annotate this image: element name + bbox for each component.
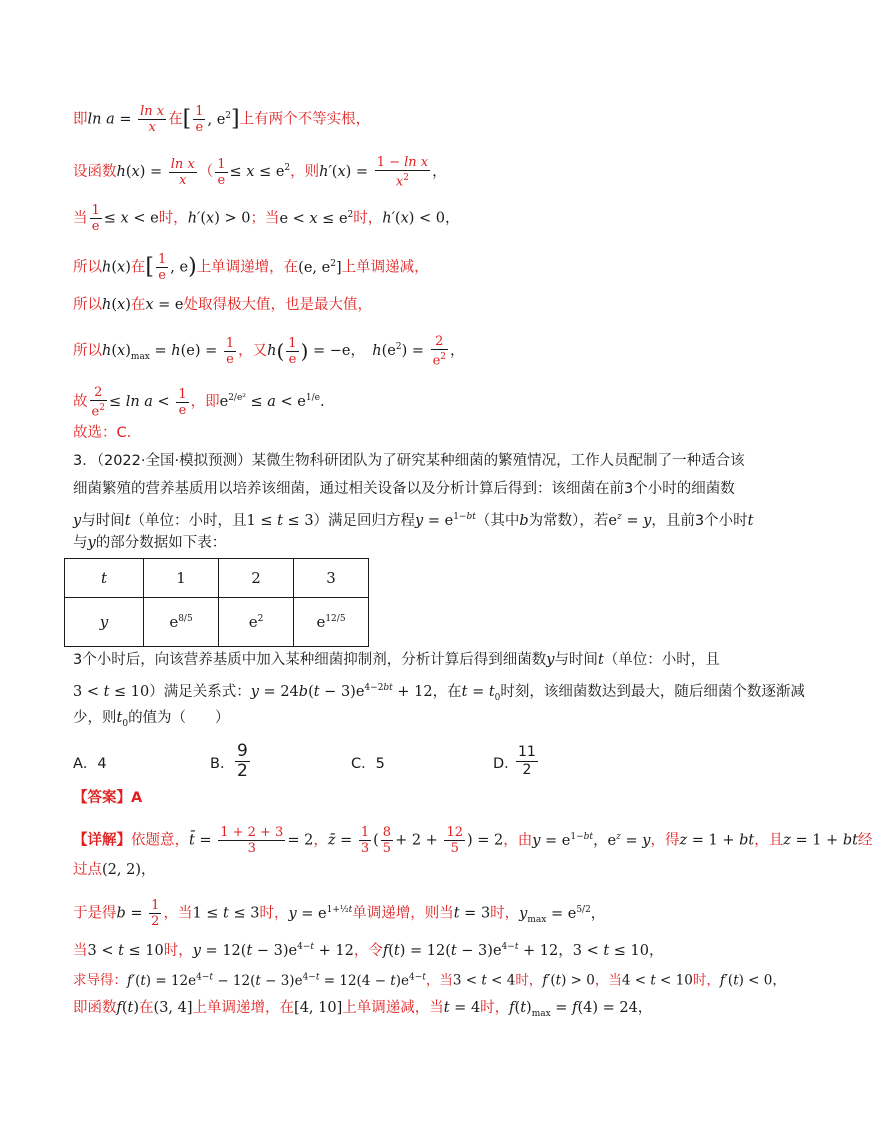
option-d[interactable]: D． [493,756,519,772]
table-cell: $e^2$ [219,598,294,647]
solution-line-8 [73,423,760,443]
detail-tag: 【详解】 [73,832,131,849]
text: ，且 [754,832,784,849]
table-header-cell: 1 [144,559,219,598]
text: ，由 [503,832,533,849]
option-b-value: $\frac{9}{2}$ [237,741,248,781]
text: ，当 [163,905,193,922]
text: ；当 [250,210,280,227]
text: 在 [139,1000,154,1016]
text: 在 [130,259,146,276]
text: 时， [259,905,289,922]
text: 上有两个不等实根， [239,111,371,128]
text: 时， [480,1000,510,1016]
text: （其中 [475,512,520,529]
text: ）满足关系式： [149,683,251,700]
text: 时刻，该细菌数达到最大，随后细菌个数逐渐减 [500,683,805,700]
text: 与时间 [554,652,598,668]
text: 时， [490,905,520,922]
solution-line-1: 即ln a = $\frac{\text{ln x}}{x}$ 在[ $\frac{1}{e}$ , $e^2$]上有两个不等实根， [73,104,371,135]
text: 即 [73,111,88,128]
text: 的部分数据如下表： [95,535,227,551]
text: 所以 [73,343,102,360]
text: （单位：小时，且 [130,512,247,529]
text: 在 [168,111,183,128]
text: 故 [73,394,88,411]
table-header-cell: t [65,559,144,598]
solution-line-3: 当 $\frac{1}{e}$ ≤ x < e时，h′(x) > 0；当$e < x \le e^2$时，h′(x) < 0， [73,203,460,234]
text: 单调递增，则当 [352,905,454,922]
option-b[interactable]: B． [210,756,235,772]
detail-line-4: 当3 < t ≤ 10时，$y = 12(t - 3)e^{4-t} + 12$，令$f(t) = 12(t - 3)e^{4-t} + 12$，3 < t ≤ 10， [73,942,664,959]
question-line-2 [73,479,760,499]
text: 所以 [73,297,102,313]
text: 与 [73,535,88,551]
text: 依题意， [131,832,189,849]
detail-line-1: 【详解】依题意，t̄ = $\frac{1 + 2 + 3}{3}$ = 2，z̄ = $\frac{1}{3}$ ( $\frac{8}{5}$ + 2 + $\frac{12}{5}$ ) = 2，由$y = e^{1-bt}$，$e^z = y$，得z = 1 + bt，且z = 1 + bt经 [73,825,872,856]
text: 上单调递增，在 [192,1000,295,1016]
question-line-5: 3个小时后，向该营养基质中加入某种细菌抑制剂，分析计算后得到细菌数y与时间t（单位：小时，且 [73,652,720,668]
answer-tag: 【答案】 [73,790,131,806]
text: 处取得极大值，也是最大值， [183,297,373,313]
text: 上单调递减， [341,259,429,276]
text: 求导得： [73,972,127,989]
text: 时， [692,972,720,989]
text: ，又 [238,343,268,360]
text: 即函数 [73,1000,117,1016]
text: ，得 [650,832,680,849]
text: 在 [130,297,146,313]
text: 时， [158,210,188,227]
detail-line-5: 求导得：$f'(t) = 12e^{4-t} - 12(t - 3)e^{4-t} = 12(4 - t)e^{4-t}$，当3 < t < 4时，f′(t) > 0，当4 < t < 10时，f′(t) < 0， [73,972,786,989]
text: ，当 [594,972,622,989]
option-c[interactable]: C．5 [351,756,385,772]
text: ，当 [425,972,453,989]
question-number: 3． [73,453,97,469]
text: 为常数），若 [528,512,609,529]
text: ，在 [432,683,462,700]
answer-value: A [131,790,143,806]
text: （单位：小时，且 [603,652,720,668]
text: 少，则 [73,710,117,726]
solution-line-4: 所以h(x)在[ $\frac{1}{e}$ , e)上单调递增，在(e, $e^2$]上单调递减， [73,252,429,283]
text: ，且前3个小时 [651,512,748,529]
table-header-cell: 2 [219,559,294,598]
text: ，则 [290,164,320,181]
text: ）满足回归方程 [313,512,416,529]
question-line-7: 少，则$t_0$的值为（ ） [73,710,230,729]
text: 经 [857,832,872,849]
text: 时， [353,210,383,227]
table-cell: $e^{12/5}$ [294,598,369,647]
options-row [73,741,760,786]
detail-line-2: 过点(2, 2)， [73,862,156,878]
text: 时， [163,942,193,959]
text: 的值为（ ） [128,710,230,726]
detail-line-6: 即函数f(t)在(3, 4]上单调递增，在[4, 10]上单调递减，当t = 4时，$f(t)_{max} = f(4) = 24$， [73,1000,653,1019]
solution-line-5: 所以h(x)在x = e处取得极大值，也是最大值， [73,297,373,313]
text: 于是得 [73,905,117,922]
text: 所以 [73,259,102,276]
solution-line-2: 设函数h(x) = $\frac{\text{ln x}}{x}$ （ $\frac{1}{e}$ ≤ $x \le e^2$，则h′(x) = $\frac{\text{1 − ln x}}{x^2}$ ， [73,155,447,190]
option-a[interactable]: A．4 [73,756,107,772]
answer-line [73,788,760,808]
question-source: （2022·全国·模拟预测） [96,453,252,469]
text: 过点 [73,862,102,878]
text: 细菌繁殖的营养基质用以培养该细菌，通过相关设备以及分析计算后得到：该细菌在前3个小时的细菌数 [73,481,735,497]
text: ，令 [353,942,383,959]
table-row-label: y [65,598,144,647]
text: 与时间 [81,512,125,529]
text: ，即 [190,394,220,411]
solution-line-7: 故 $\frac{2}{e^2}$ ≤ ln a < $\frac{1}{e}$ ，即$e^{2/e^2} \le a < e^{1/e}$. [73,385,325,420]
option-d-value: $\frac{11}{2}$ [518,744,536,778]
question-line-1 [73,451,760,471]
text: 时， [515,972,543,989]
data-table [64,558,369,647]
text: 当 [73,942,88,959]
text: 上单调递增，在 [196,259,299,276]
table-cell: $e^{8/5}$ [144,598,219,647]
text: 当 [73,210,88,227]
question-line-4: 与y的部分数据如下表： [73,535,227,551]
text: 上单调递减，当 [342,1000,444,1016]
text: 故选：C. [73,425,132,441]
solution-line-6: 所以$h(x)_{max} = h(e)$ = $\frac{1}{e}$ ，又h( $\frac{1}{e}$ ) = −e， $h(e^2)$ = $\frac{2}{e^2}$ ， [73,334,465,369]
text: 设函数 [73,164,117,181]
question-line-6: 3 < t ≤ 10）满足关系式：$y = 24b(t - 3)e^{4-2bt} + 12$，在$t = t_0$时刻，该细菌数达到最大，随后细菌个数逐渐减 [73,683,805,703]
table-header-cell: 3 [294,559,369,598]
text: ， [313,832,328,849]
question-line-3: y与时间t（单位：小时，且1 ≤ t ≤ 3）满足回归方程$y = e^{1-bt}$（其中b为常数），若$e^z = y$，且前3个小时t [73,512,754,529]
detail-line-3: 于是得b = $\frac{1}{2}$ ，当1 ≤ t ≤ 3时，$y = e^{1+\frac{1}{2}t}$单调递增，则当t = 3时，$y_{max} = e^{5/2}$， [73,898,606,929]
text: 某微生物科研团队为了研究某种细菌的繁殖情况，工作人员配制了一种适合该 [251,453,745,469]
text: 3个小时后，向该营养基质中加入某种细菌抑制剂，分析计算后得到细菌数 [73,652,547,668]
